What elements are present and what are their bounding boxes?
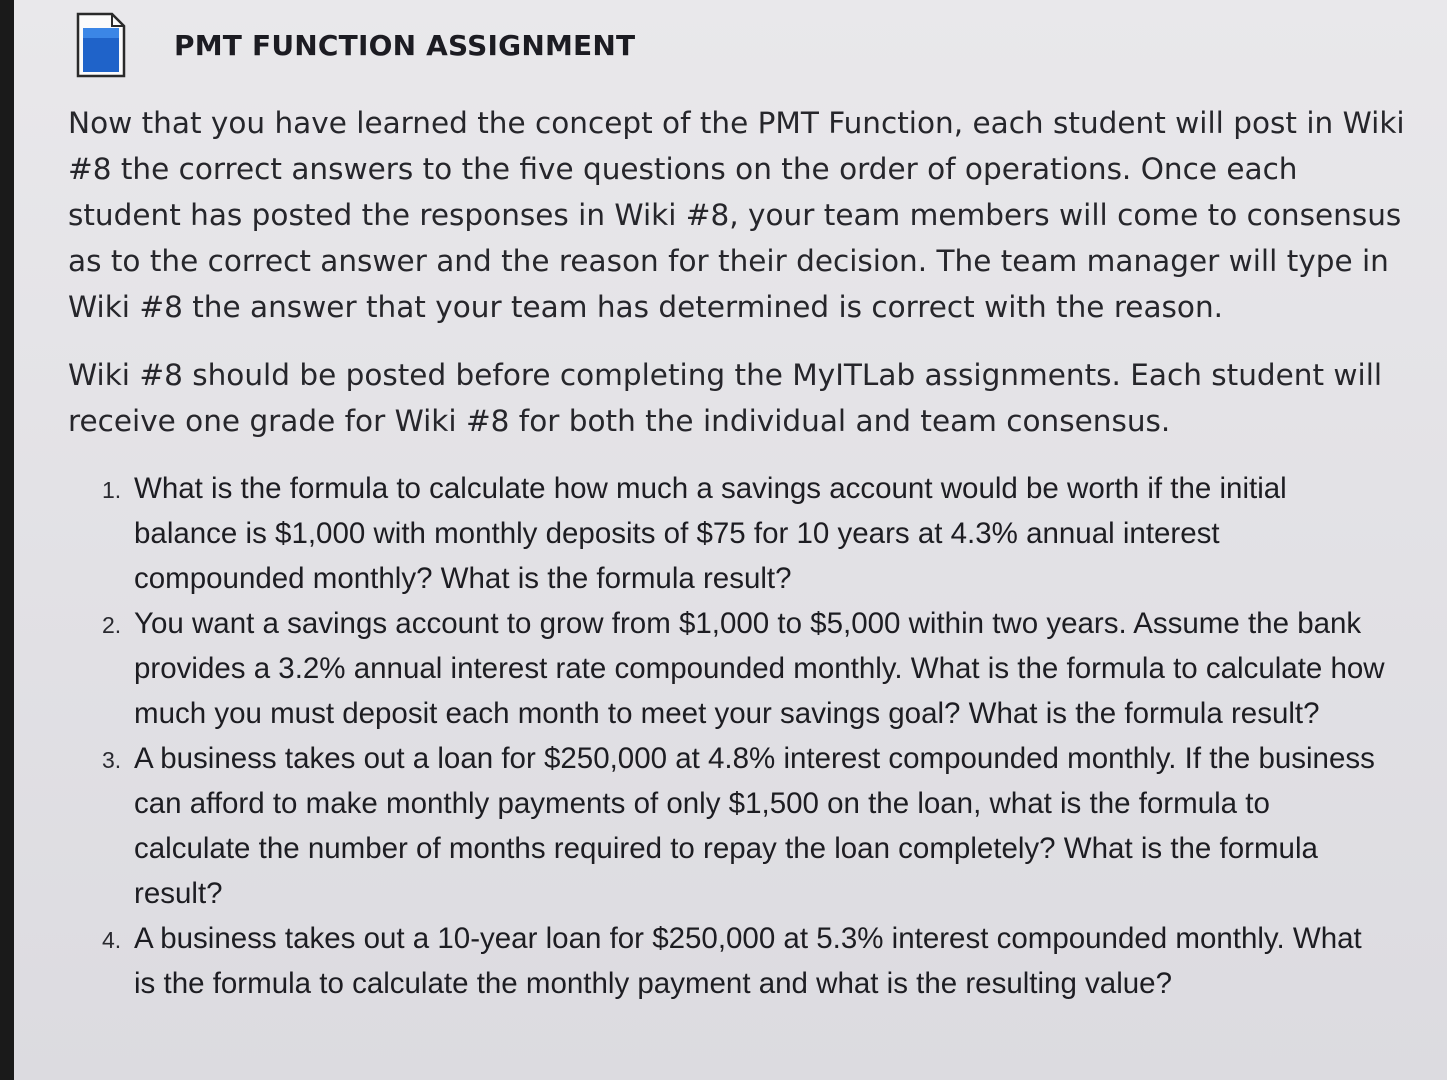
document-icon[interactable] [76,12,126,78]
list-item-question-2 [88,601,1388,736]
list-item-question-4 [88,916,1388,1006]
document-page [14,0,1447,1080]
question-number: 4. [102,927,122,953]
question-text: A business takes out a loan for $250,000 at 4.8% interest compounded monthly. If the business can afford to make monthly payments of only $1,500 on the loan, what is the formula to calculate the number of months required to repay the loan completely? What is the formula result? [134,742,1375,910]
question-text: What is the formula to calculate how much a savings account would be worth if the initial balance is $1,000 with monthly deposits of $75 for 10 years at 4.3% annual interest compounded monthly? What is the formula result? [134,472,1287,595]
question-number: 3. [102,747,122,773]
list-item-question-3 [88,736,1388,916]
page-title: PMT FUNCTION ASSIGNMENT [174,28,636,62]
question-number: 2. [102,612,122,638]
document-header [76,10,635,80]
question-text: You want a savings account to grow from $1,000 to $5,000 within two years. Assume the bank provides a 3.2% annual interest rate compounded monthly. What is the formula to calculate how much you must deposit each month to meet your savings goal? What is the formula result? [134,607,1385,730]
intro-paragraph: Now that you have learned the concept of the PMT Function, each student will post in Wiki #8 the correct answers to the five questions on the order of operations. Once each student has posted the responses in Wiki #8, your team members will come to consensus as to the correct answer and the reason for their decision. The team manager will type in Wiki #8 the answer that your team has determined is correct with the reason. [68,106,1405,324]
question-number: 1. [102,477,122,503]
instructions-paragraph: Wiki #8 should be posted before completing the MyITLab assignments. Each student will receive one grade for Wiki #8 for both the individual and team consensus. [68,358,1383,438]
question-list [88,466,1388,1006]
list-item-question-1 [88,466,1388,601]
question-text: A business takes out a 10-year loan for $250,000 at 5.3% interest compounded monthly. What is the formula to calculate the monthly payment and what is the resulting value? [134,922,1362,1000]
